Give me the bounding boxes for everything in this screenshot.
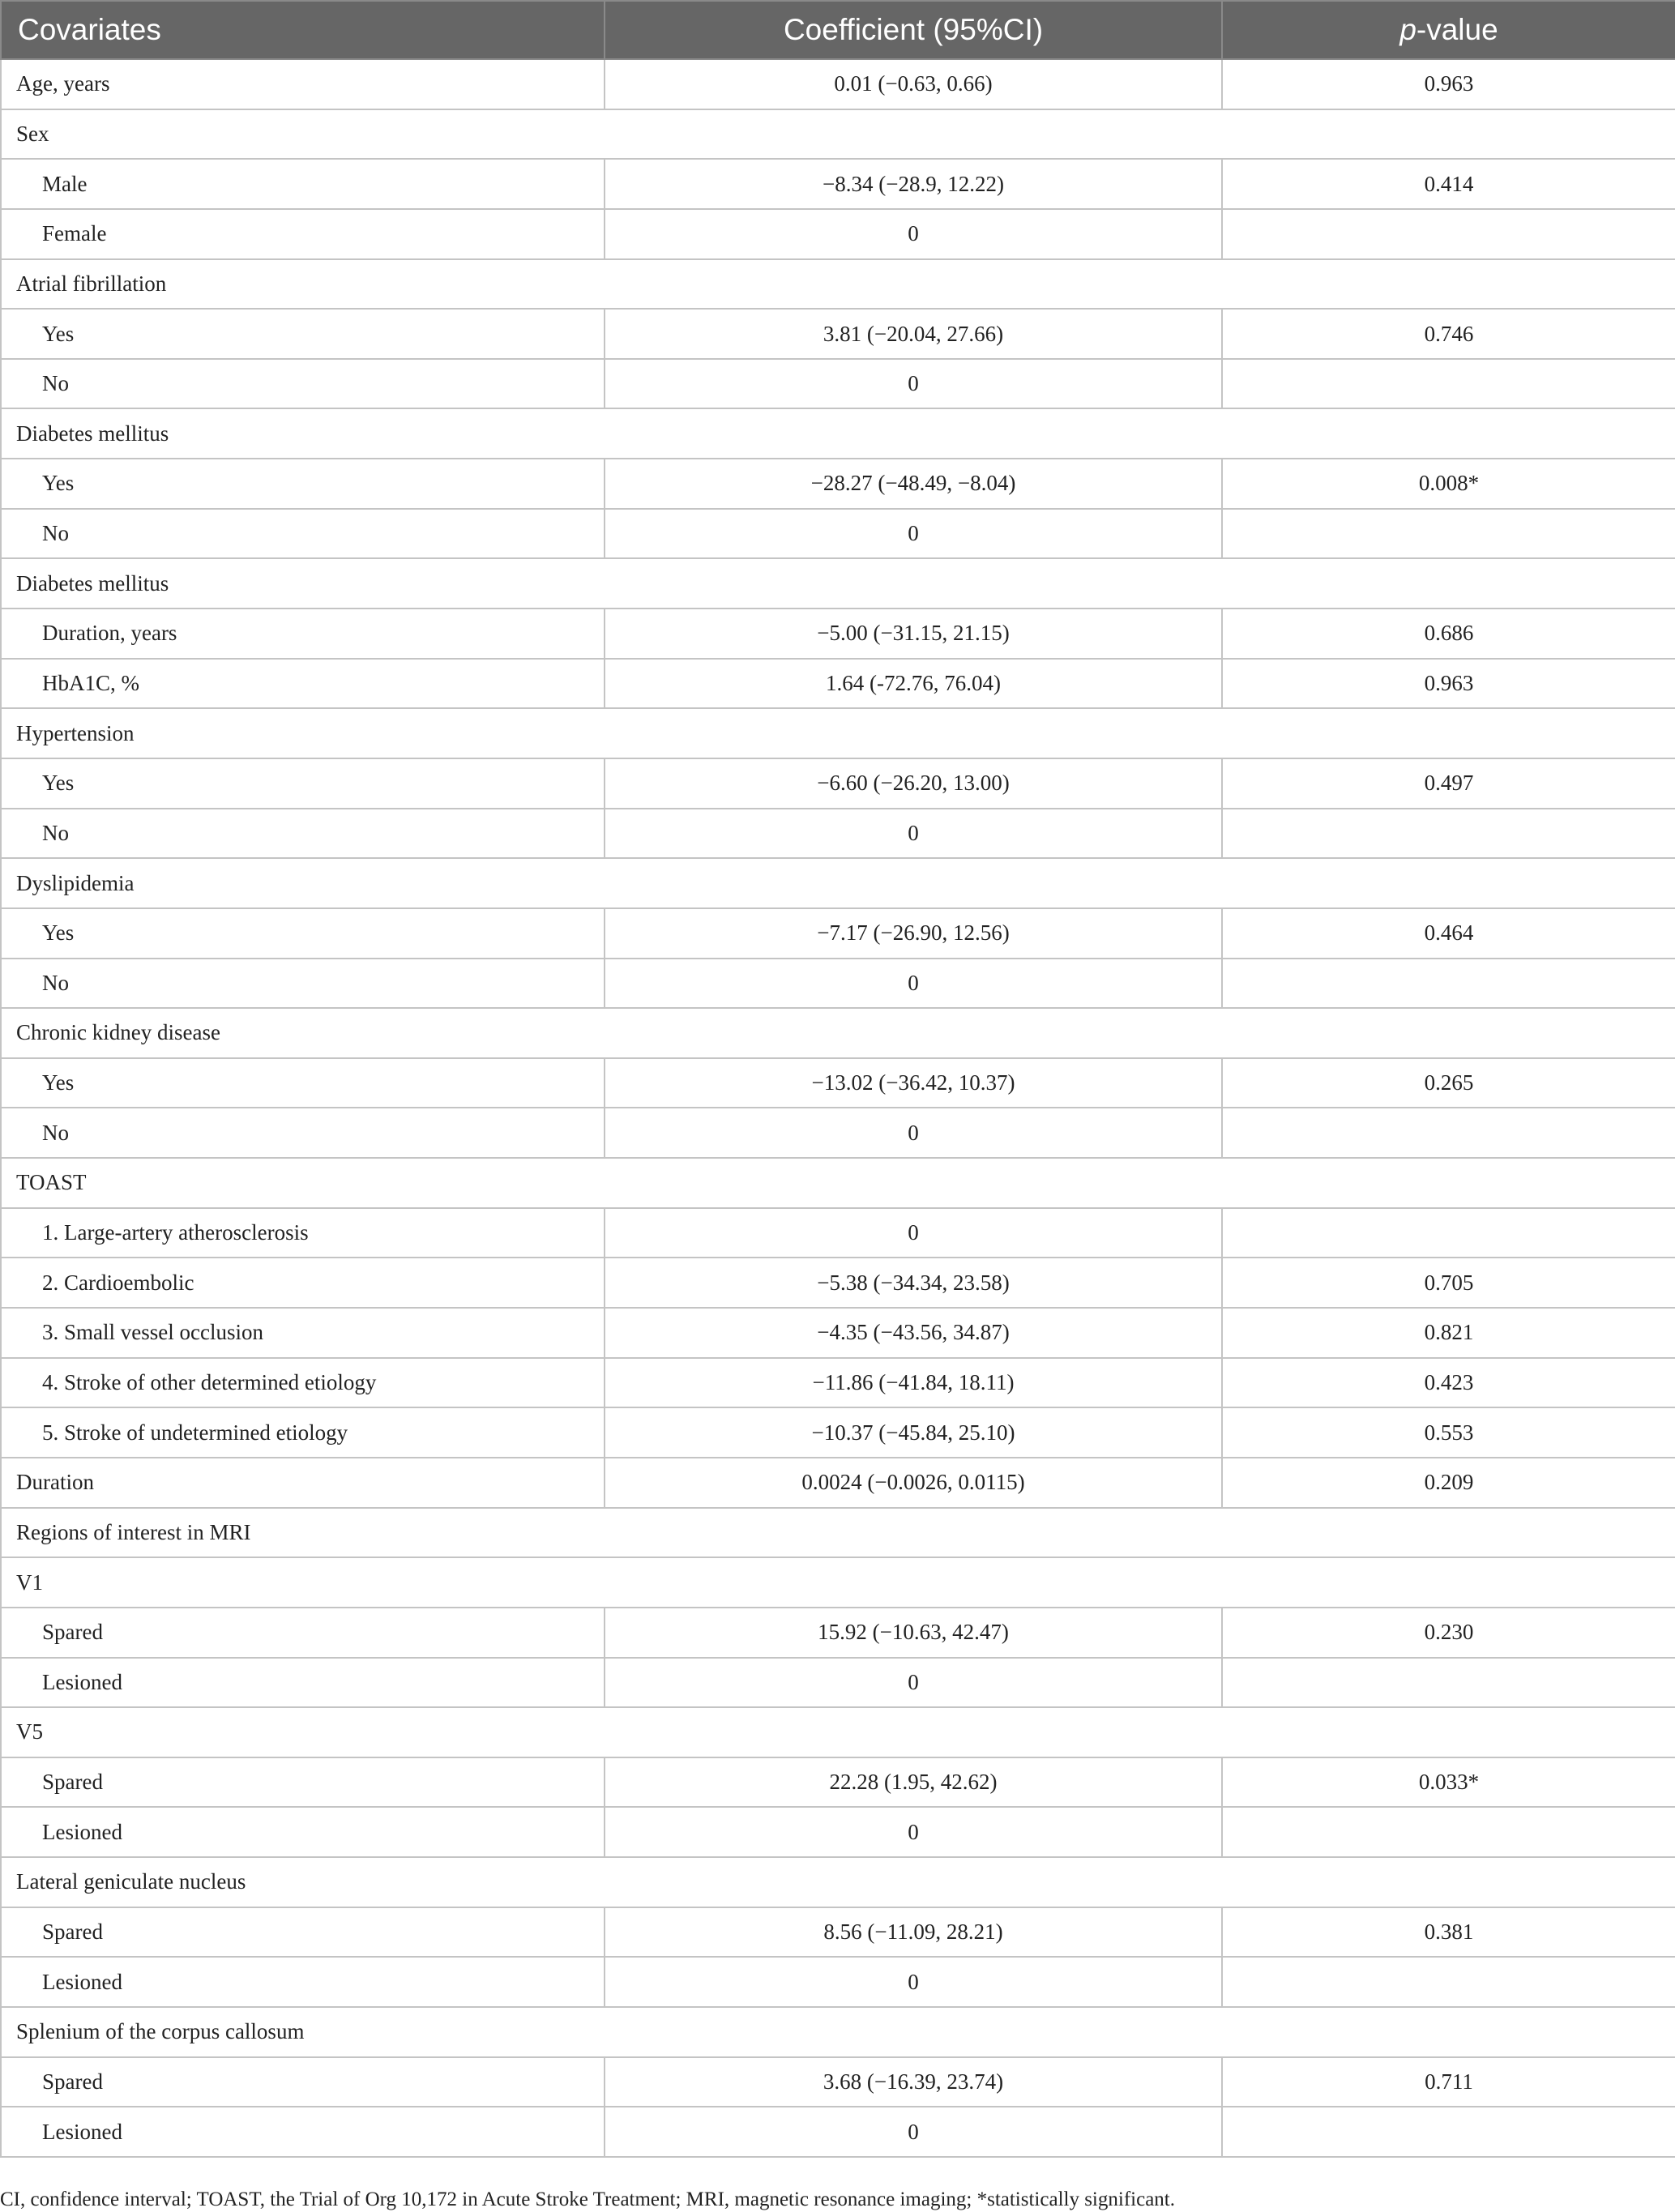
- table-row: [1, 1957, 1675, 2007]
- covariate-cell: Spared: [1, 2057, 605, 2107]
- coefficient-cell: 0: [605, 1658, 1222, 1708]
- table-row: [1, 59, 1675, 109]
- group-row: [1, 1857, 1675, 1907]
- p-value-cell: [1222, 509, 1675, 559]
- p-value-cell: [1222, 1957, 1675, 2007]
- p-value-cell: [1222, 959, 1675, 1009]
- coefficient-cell: 0: [605, 1108, 1222, 1158]
- p-value-cell: 0.963: [1222, 59, 1675, 109]
- covariate-cell: Male: [1, 159, 605, 209]
- coefficient-cell: −7.17 (−26.90, 12.56): [605, 908, 1222, 959]
- coefficient-cell: −11.86 (−41.84, 18.11): [605, 1358, 1222, 1408]
- covariate-cell: 3. Small vessel occlusion: [1, 1308, 605, 1358]
- header-coefficient: Coefficient (95%CI): [605, 1, 1222, 59]
- p-value-cell: [1222, 1807, 1675, 1857]
- table-row: [1, 908, 1675, 959]
- group-row: [1, 708, 1675, 758]
- p-value-cell: 0.711: [1222, 2057, 1675, 2107]
- covariate-cell: 1. Large-artery atherosclerosis: [1, 1208, 605, 1258]
- covariate-cell: Age, years: [1, 59, 605, 109]
- table-row: [1, 1907, 1675, 1958]
- table-row: [1, 1608, 1675, 1658]
- covariate-cell: 4. Stroke of other determined etiology: [1, 1358, 605, 1408]
- table-row: [1, 809, 1675, 859]
- covariate-cell: Female: [1, 209, 605, 259]
- p-value-cell: 0.464: [1222, 908, 1675, 959]
- p-value-cell: [1222, 809, 1675, 859]
- covariate-cell: Lesioned: [1, 1957, 605, 2007]
- coefficient-cell: −6.60 (−26.20, 13.00): [605, 758, 1222, 809]
- group-row: [1, 2007, 1675, 2057]
- coefficient-cell: −5.38 (−34.34, 23.58): [605, 1258, 1222, 1308]
- group-label: Dyslipidemia: [1, 858, 1675, 908]
- p-value-cell: [1222, 1108, 1675, 1158]
- group-label: Sex: [1, 109, 1675, 160]
- p-value-cell: 0.686: [1222, 609, 1675, 659]
- coefficient-cell: 22.28 (1.95, 42.62): [605, 1757, 1222, 1808]
- table-row: [1, 1308, 1675, 1358]
- covariate-cell: Yes: [1, 309, 605, 359]
- p-value-cell: 0.008*: [1222, 459, 1675, 509]
- coefficient-cell: 0.01 (−0.63, 0.66): [605, 59, 1222, 109]
- covariate-cell: Spared: [1, 1757, 605, 1808]
- table-row: [1, 1458, 1675, 1508]
- p-value-cell: 0.265: [1222, 1058, 1675, 1108]
- covariate-cell: Spared: [1, 1907, 605, 1958]
- coefficient-cell: −10.37 (−45.84, 25.10): [605, 1407, 1222, 1458]
- header-p-rest: -value: [1416, 13, 1498, 46]
- coefficient-cell: −28.27 (−48.49, −8.04): [605, 459, 1222, 509]
- group-row: [1, 1008, 1675, 1058]
- covariate-cell: No: [1, 809, 605, 859]
- covariate-cell: No: [1, 509, 605, 559]
- group-row: [1, 408, 1675, 459]
- covariate-cell: 2. Cardioembolic: [1, 1258, 605, 1308]
- table-row: [1, 959, 1675, 1009]
- covariate-cell: Lesioned: [1, 1658, 605, 1708]
- p-value-cell: [1222, 359, 1675, 409]
- coefficient-cell: −8.34 (−28.9, 12.22): [605, 159, 1222, 209]
- group-row: [1, 109, 1675, 160]
- table-row: [1, 1407, 1675, 1458]
- p-value-cell: 0.423: [1222, 1358, 1675, 1408]
- table-header: [1, 1, 1675, 59]
- p-value-cell: [1222, 209, 1675, 259]
- header-row: [1, 1, 1675, 59]
- p-value-cell: [1222, 2107, 1675, 2157]
- group-row: [1, 1707, 1675, 1757]
- header-p-value: [1222, 1, 1675, 59]
- p-value-cell: [1222, 1208, 1675, 1258]
- covariate-cell: Yes: [1, 908, 605, 959]
- covariate-cell: No: [1, 959, 605, 1009]
- covariate-cell: No: [1, 359, 605, 409]
- coefficient-cell: 15.92 (−10.63, 42.47): [605, 1608, 1222, 1658]
- covariate-cell: Duration: [1, 1458, 605, 1508]
- coefficient-cell: 0: [605, 1208, 1222, 1258]
- table-row: [1, 309, 1675, 359]
- p-value-cell: 0.705: [1222, 1258, 1675, 1308]
- group-label: Chronic kidney disease: [1, 1008, 1675, 1058]
- p-value-cell: [1222, 1658, 1675, 1708]
- table-footnote: CI, confidence interval; TOAST, the Trial of Org 10,172 in Acute Stroke Treatment; MRI, magnetic resonance imaging; *statistically significant.: [0, 2189, 1175, 2210]
- table-row: [1, 359, 1675, 409]
- header-covariates: Covariates: [1, 1, 605, 59]
- coefficient-cell: 0: [605, 1807, 1222, 1857]
- covariate-cell: Duration, years: [1, 609, 605, 659]
- p-value-cell: 0.381: [1222, 1907, 1675, 1958]
- coefficient-cell: 3.68 (−16.39, 23.74): [605, 2057, 1222, 2107]
- p-value-cell: 0.497: [1222, 758, 1675, 809]
- group-row: [1, 259, 1675, 310]
- group-label: V5: [1, 1707, 1675, 1757]
- coefficient-cell: 3.81 (−20.04, 27.66): [605, 309, 1222, 359]
- table-row: [1, 159, 1675, 209]
- coefficient-cell: 8.56 (−11.09, 28.21): [605, 1907, 1222, 1958]
- covariate-cell: Lesioned: [1, 1807, 605, 1857]
- covariate-cell: 5. Stroke of undetermined etiology: [1, 1407, 605, 1458]
- table-row: [1, 1757, 1675, 1808]
- group-label: Diabetes mellitus: [1, 408, 1675, 459]
- table-row: [1, 1807, 1675, 1857]
- p-value-cell: 0.746: [1222, 309, 1675, 359]
- group-label: V1: [1, 1557, 1675, 1608]
- p-value-cell: 0.553: [1222, 1407, 1675, 1458]
- group-row: [1, 1158, 1675, 1208]
- coefficient-cell: 0: [605, 359, 1222, 409]
- table-row: [1, 209, 1675, 259]
- covariate-cell: Lesioned: [1, 2107, 605, 2157]
- coefficient-cell: −13.02 (−36.42, 10.37): [605, 1058, 1222, 1108]
- table-row: [1, 1358, 1675, 1408]
- p-value-cell: 0.963: [1222, 659, 1675, 709]
- group-row: [1, 858, 1675, 908]
- coefficient-cell: 1.64 (-72.76, 76.04): [605, 659, 1222, 709]
- table-row: [1, 459, 1675, 509]
- p-value-cell: 0.821: [1222, 1308, 1675, 1358]
- coefficient-cell: 0: [605, 2107, 1222, 2157]
- table-row: [1, 659, 1675, 709]
- table-row: [1, 2057, 1675, 2107]
- covariate-cell: Yes: [1, 459, 605, 509]
- coefficient-cell: 0: [605, 959, 1222, 1009]
- group-label: Hypertension: [1, 708, 1675, 758]
- table-row: [1, 509, 1675, 559]
- p-value-cell: 0.414: [1222, 159, 1675, 209]
- group-row: [1, 1508, 1675, 1558]
- covariate-cell: Yes: [1, 758, 605, 809]
- group-row: [1, 558, 1675, 609]
- table-row: [1, 1258, 1675, 1308]
- table-row: [1, 1108, 1675, 1158]
- p-value-cell: 0.033*: [1222, 1757, 1675, 1808]
- p-value-cell: 0.209: [1222, 1458, 1675, 1508]
- table-row: [1, 1058, 1675, 1108]
- table-row: [1, 2107, 1675, 2157]
- p-value-cell: 0.230: [1222, 1608, 1675, 1658]
- group-row: [1, 1557, 1675, 1608]
- group-label: Splenium of the corpus callosum: [1, 2007, 1675, 2057]
- covariate-cell: Spared: [1, 1608, 605, 1658]
- coefficient-cell: 0.0024 (−0.0026, 0.0115): [605, 1458, 1222, 1508]
- table-row: [1, 1208, 1675, 1258]
- table-row: [1, 758, 1675, 809]
- table-row: [1, 609, 1675, 659]
- covariate-cell: HbA1C, %: [1, 659, 605, 709]
- group-label: Regions of interest in MRI: [1, 1508, 1675, 1558]
- coefficient-cell: 0: [605, 209, 1222, 259]
- coefficient-cell: 0: [605, 1957, 1222, 2007]
- coefficient-cell: −4.35 (−43.56, 34.87): [605, 1308, 1222, 1358]
- covariate-cell: Yes: [1, 1058, 605, 1108]
- coefficient-cell: 0: [605, 809, 1222, 859]
- table-body: [1, 59, 1675, 2157]
- group-label: TOAST: [1, 1158, 1675, 1208]
- coefficient-cell: 0: [605, 509, 1222, 559]
- group-label: Lateral geniculate nucleus: [1, 1857, 1675, 1907]
- table-row: [1, 1658, 1675, 1708]
- coefficient-cell: −5.00 (−31.15, 21.15): [605, 609, 1222, 659]
- header-p-italic: p: [1399, 13, 1416, 46]
- covariate-cell: No: [1, 1108, 605, 1158]
- group-label: Diabetes mellitus: [1, 558, 1675, 609]
- group-label: Atrial fibrillation: [1, 259, 1675, 310]
